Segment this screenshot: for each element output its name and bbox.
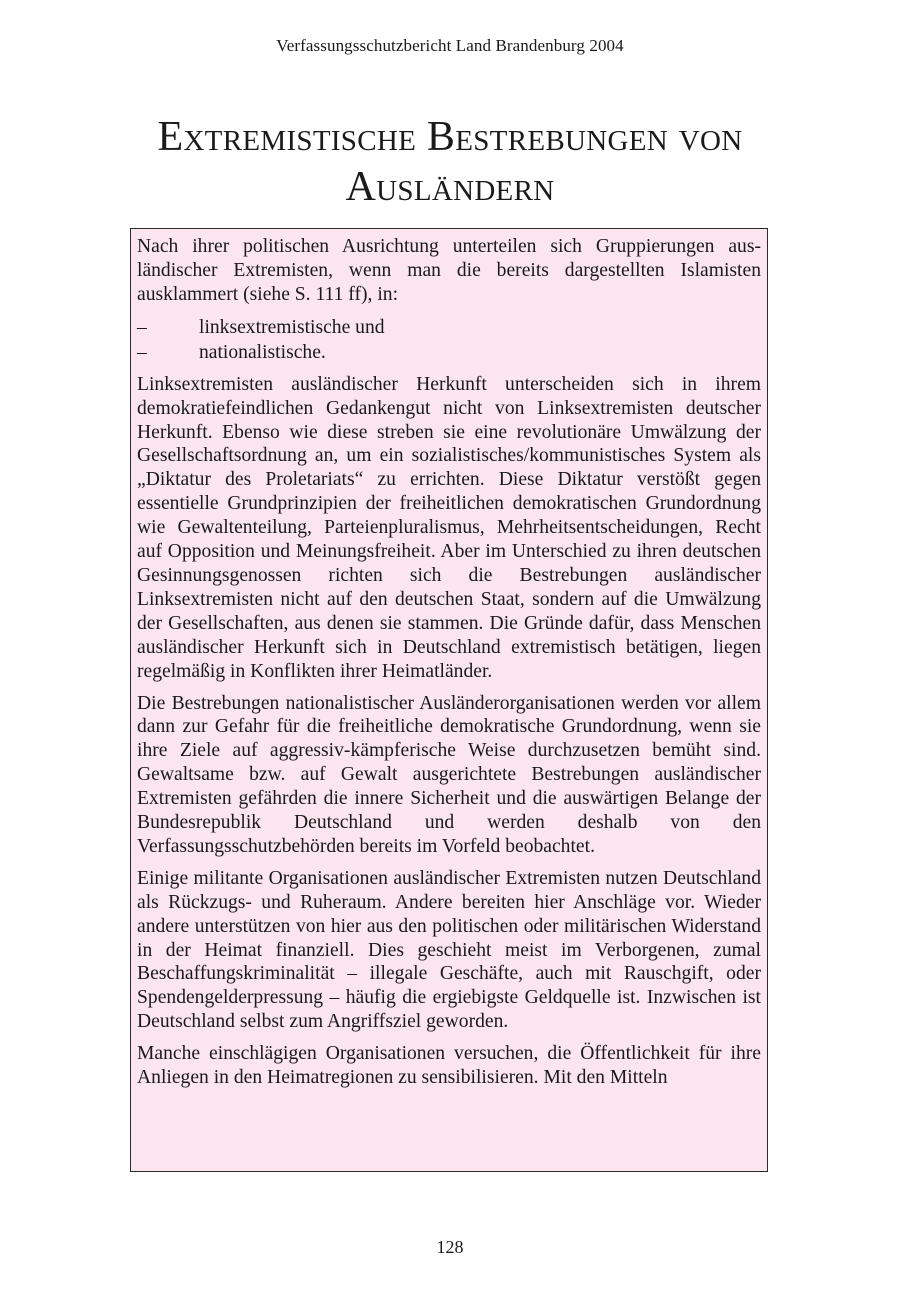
page-number: 128 [436,1237,464,1257]
intro-paragraph: Nach ihrer politischen Ausrichtung unterteilen sich Gruppierungen ausländischer Extremisten, wenn man die bereits dargestellten Islamisten ausklammert (siehe S. 111 ff), in: [137,236,761,305]
highlighted-text-box [130,228,768,1172]
list-item [137,315,761,340]
list-dash: – [137,341,147,363]
list-item-text: nationalistische. [199,341,326,363]
paragraph-linksextremisten: Linksextremisten ausländischer Herkunft unterscheiden sich in ihrem demokratiefeindlichen Gedankengut nicht von Linksextremisten deutscher Herkunft. Ebenso wie diese streben sie eine revolutionäre Umwälzung der Gesellschaftsordnung an, um ein sozialistisches/kommunistisches System als „Diktatur des Proletariats“ zu errichten. Diese Diktatur verstößt gegen essentielle Grundprinzipien der freiheitlichen demokratischen Grundordnung wie Gewaltenteilung, Parteienpluralismus, Mehrheitsentscheidungen, Recht auf Opposition und Meinungsfreiheit. Aber im Unterschied zu ihren deutschen Gesinnungsgenossen richten sich die Bestrebungen ausländischer Linksextremisten nicht auf den deutschen Staat, sondern auf die Umwälzung der Gesellschaften, aus denen sie stammen. Die Gründe dafür, dass Menschen ausländischer Herkunft sich in Deutschland extremistisch betätigen, liegen regelmäßig in Konflikten ihrer Heimatländer. [137,373,761,682]
paragraph-oeffentlichkeit: Manche einschlägigen Organisationen versuchen, die Öffentlichkeit für ihre Anliegen in den Heimatregionen zu sensibilisieren. Mit den Mitteln [137,1043,761,1089]
chapter-title-line1: Extremistische Bestrebungen von [157,114,743,160]
paragraph-militante-organisationen: Einige militante Organisationen ausländischer Extremisten nutzen Deutschland als Rückzugs- und Ruheraum. Andere bereiten hier Anschläge vor. Wieder andere unterstützen von hier aus den politischen oder militärischen Widerstand in der Heimat finanziell. Dies geschieht meist im Verborgenen, zumal Beschaffungskriminalität – illegale Geschäfte, auch mit Rauschgift, oder Spendengelderpressung – häufig die ergiebigste Geldquelle ist. Inzwischen ist Deutschland selbst zum Angriffsziel geworden. [137,867,761,1033]
chapter-title-line2: Ausländern [345,164,555,210]
list-item [137,340,761,365]
running-header: Verfassungsschutzbericht Land Brandenburg 2004 [276,36,624,55]
chapter-title [60,112,840,212]
list-dash: – [137,316,147,338]
paragraph-nationalisten: Die Bestrebungen nationalistischer Ausländerorganisationen werden vor allem dann zur Gefahr für die freiheitliche demokratische Grundordnung, wenn sie ihre Ziele auf aggressiv-kämpferische Weise durchzusetzen bemüht sind. Gewaltsame bzw. auf Gewalt ausgerichtete Bestrebungen ausländischer Extremisten gefährden die innere Sicherheit und die auswärtigen Belange der Bundesrepublik Deutschland und werden deshalb von den Verfassungsschutzbehörden bereits im Vorfeld beobachtet. [137,692,761,857]
orientation-list [137,315,761,365]
list-item-text: linksextremistische und [199,316,385,338]
